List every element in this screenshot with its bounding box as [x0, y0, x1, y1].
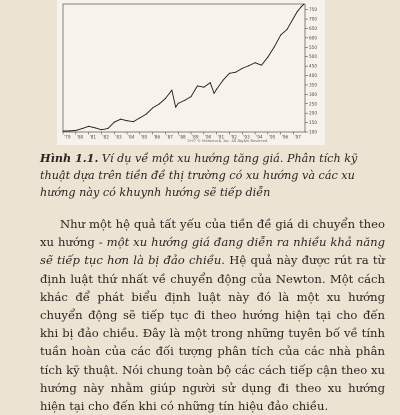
paragraph-text — [40, 215, 385, 415]
price-point — [120, 119, 121, 120]
price-point — [197, 85, 198, 86]
price-point — [158, 104, 159, 105]
y-tick-label: 250 — [309, 101, 317, 107]
x-tick-label: '89 — [192, 134, 199, 140]
body-paragraph — [40, 215, 385, 415]
price-point — [175, 107, 176, 108]
chart-footer-note: 1997 © Metastock, Inc. All Rights Reserved. — [187, 139, 269, 143]
price-point — [88, 126, 89, 127]
figure-label: Hình 1.1. — [40, 151, 99, 165]
price-point — [255, 62, 256, 63]
price-point — [229, 73, 230, 74]
price-point — [178, 103, 179, 104]
price-point — [139, 117, 140, 118]
price-point — [280, 35, 281, 36]
price-point — [235, 72, 236, 73]
price-point — [133, 121, 134, 122]
y-tick-label: 600 — [309, 35, 317, 41]
price-point — [210, 82, 211, 83]
x-tick-label: '94 — [256, 134, 263, 140]
figure-caption-text: Ví dụ về một xu hướng tăng giá. Phân tích kỹ thuật dựa trên tiền đề thị trường có xu hướng và các xu hướng này có khuynh hướng sẽ tiếp diễn — [40, 152, 358, 199]
trend-chart — [57, 0, 325, 145]
price-point — [301, 6, 302, 7]
y-tick-label: 450 — [309, 63, 317, 69]
x-tick-label: '79 — [64, 134, 71, 140]
y-tick-label: 300 — [309, 91, 317, 97]
price-point — [75, 130, 76, 131]
x-tick-label: '80 — [76, 134, 84, 140]
price-point — [184, 100, 185, 101]
price-point — [267, 57, 268, 58]
y-tick-label: 350 — [309, 82, 317, 88]
paragraph-part-1: Như một hệ quả tất yếu của tiền đề giá di chuyển theo xu hướng - — [40, 217, 385, 250]
x-tick-label: '88 — [179, 134, 186, 140]
paragraph-italic: một xu hướng giá đang diễn ra nhiều khả năng sẽ tiếp tục hơn là bị đảo chiều — [40, 235, 385, 268]
price-point — [101, 129, 102, 130]
price-point — [107, 128, 108, 129]
price-point — [94, 127, 95, 128]
y-tick-label: 150 — [309, 120, 317, 126]
x-tick-label: '93 — [243, 134, 250, 140]
x-tick-label: '86 — [153, 134, 161, 140]
x-tick-label: '82 — [102, 134, 109, 140]
x-tick-label: '85 — [140, 134, 148, 140]
price-point — [303, 4, 304, 5]
y-tick-label: 650 — [309, 25, 317, 31]
chart-background — [57, 0, 325, 145]
price-point — [274, 46, 275, 47]
price-point — [293, 18, 294, 19]
price-point — [248, 65, 249, 66]
price-point — [62, 131, 63, 132]
x-tick-label: '83 — [115, 134, 122, 140]
price-point — [171, 90, 172, 91]
x-tick-label: '96 — [281, 134, 289, 140]
price-point — [261, 65, 262, 66]
price-point — [82, 128, 83, 129]
paragraph-part-2: . Hệ quả này được rút ra từ định luật thứ nhất về chuyển động của Newton. Một cách khác để phát biểu định luật này đó là một xu hướng chuyển động sẽ tiếp tục đi theo hướng hiện tại cho đến khi bị đảo chiều. Đây là một trong những tuyên bố về tính tuần hoàn của các đối tượng phân tích của các nhà phân tích kỹ thuật. Nói chung toàn bộ các cách tiếp cận theo xu hướng này nhằm giúp người sử dụng đi theo xu hướng hiện tại cho đến khi có những tín hiệu đảo chiều. — [40, 253, 385, 414]
x-tick-label: '84 — [128, 134, 135, 140]
price-point — [287, 29, 288, 30]
price-point — [214, 93, 215, 94]
price-point — [146, 114, 147, 115]
price-point — [126, 120, 127, 121]
price-point — [223, 80, 224, 81]
x-tick-label: '87 — [166, 134, 173, 140]
x-tick-label: '81 — [89, 134, 97, 140]
y-tick-label: 500 — [309, 54, 317, 60]
price-point — [152, 107, 153, 108]
price-point — [203, 87, 204, 88]
y-tick-label: 550 — [309, 44, 317, 50]
price-point — [69, 130, 70, 131]
x-tick-label: '95 — [268, 134, 276, 140]
y-tick-label: 400 — [309, 73, 317, 79]
price-point — [242, 68, 243, 69]
x-tick-label: '92 — [230, 134, 237, 140]
y-tick-label: 200 — [309, 110, 317, 116]
chart-svg — [57, 0, 325, 145]
price-point — [297, 11, 298, 12]
y-tick-label: 750 — [309, 7, 317, 13]
price-point — [190, 96, 191, 97]
figure-caption — [40, 150, 380, 201]
x-tick-label: '91 — [217, 134, 225, 140]
y-tick-label: 700 — [309, 16, 317, 22]
y-tick-label: 100 — [309, 129, 317, 135]
x-tick-label: '90 — [204, 134, 212, 140]
x-tick-label: '97 — [294, 134, 301, 140]
price-point — [165, 98, 166, 99]
price-point — [216, 89, 217, 90]
price-point — [114, 122, 115, 123]
